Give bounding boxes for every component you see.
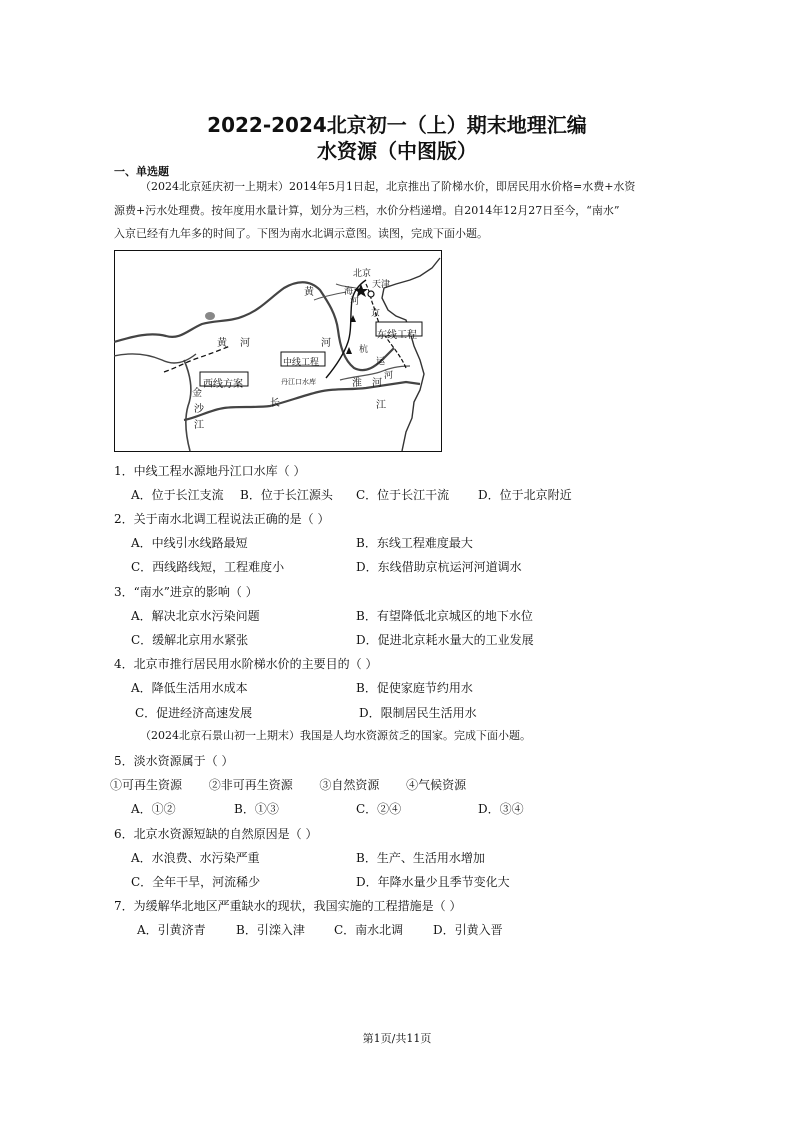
map-label-middle-route: 中线工程 xyxy=(283,358,320,368)
q2-option-b: B．东线工程难度最大 xyxy=(356,536,473,550)
section-heading: 一、单选题 xyxy=(114,165,169,178)
q6-option-c: C．全年干旱，河流稀少 xyxy=(131,875,261,889)
q5-option-d: D．③④ xyxy=(478,802,524,816)
map-label-jiang: 江 xyxy=(376,400,386,411)
question-4-stem: 4．北京市推行居民用水阶梯水价的主要目的（ ） xyxy=(114,657,378,671)
q6-option-d: D．年降水量少且季节变化大 xyxy=(356,875,510,889)
page-title: 2022-2024北京初一（上）期末地理汇编 xyxy=(207,113,587,137)
map-label-he-yellow: 河 xyxy=(240,338,250,349)
q6-option-b: B．生产、生活用水增加 xyxy=(356,851,485,865)
intro-2: （2024北京石景山初一上期末）我国是人均水资源贫乏的国家。完成下面小题。 xyxy=(140,729,531,742)
question-5-stem: 5．淡水资源属于（ ） xyxy=(114,754,234,768)
q1-option-d: D．位于北京附近 xyxy=(478,488,572,502)
map-label-huang-he: 黄 xyxy=(217,338,227,349)
question-2-stem: 2．关于南水北调工程说法正确的是（ ） xyxy=(114,512,330,526)
map-label-he-5: 河 xyxy=(372,378,382,389)
map-label-he-4: 河 xyxy=(384,371,394,381)
q7-option-c: C．南水北调 xyxy=(334,923,404,937)
q3-option-b: B．有望降低北京城区的地下水位 xyxy=(356,609,533,623)
q3-option-a: A．解决北京水污染问题 xyxy=(131,609,260,623)
q5-option-b: B．①③ xyxy=(234,802,279,816)
map-label-huang-1: 黄 xyxy=(304,287,314,298)
question-6-stem: 6．北京水资源短缺的自然原因是（ ） xyxy=(114,827,318,841)
q4-option-b: B．促使家庭节约用水 xyxy=(356,681,473,695)
q4-option-d: D．限制居民生活用水 xyxy=(359,706,477,720)
page-number: 第1页/共11页 xyxy=(362,1032,432,1045)
map-label-he-3: 河 xyxy=(350,297,360,307)
intro-line-1: （2024北京延庆初一上期末）2014年5月1日起，北京推出了阶梯水价，即居民用水价格=水费+水资 xyxy=(140,180,636,193)
q6-option-a: A．水浪费、水污染严重 xyxy=(131,851,260,865)
map-label-sha: 沙 xyxy=(194,404,204,415)
map-label-danjiangkou: 丹江口水库 xyxy=(281,378,316,386)
map-label-jiang-2: 江 xyxy=(194,420,204,431)
q3-option-c: C．缓解北京用水紧张 xyxy=(131,633,249,647)
map-label-he-2: 河 xyxy=(321,338,331,349)
map-label-tianjin: 天津 xyxy=(372,280,391,290)
map-label-jing: 京 xyxy=(371,309,381,319)
q4-option-c: C．促进经济高速发展 xyxy=(135,706,253,720)
question-7-stem: 7．为缓解华北地区严重缺水的现状，我国实施的工程措施是（ ） xyxy=(114,899,462,913)
q1-option-a: A．位于长江支流 xyxy=(131,488,224,502)
q2-option-c: C．西线路线短，工程难度小 xyxy=(131,560,285,574)
intro-line-3: 入京已经有九年多的时间了。下图为南水北调示意图。读图，完成下面小题。 xyxy=(114,227,488,240)
q3-option-d: D．促进北京耗水量大的工业发展 xyxy=(356,633,534,647)
question-1-stem: 1．中线工程水源地丹江口水库（ ） xyxy=(114,464,306,478)
map-label-hang: 杭 xyxy=(359,345,369,355)
q1-option-c: C．位于长江干流 xyxy=(356,488,450,502)
page-subtitle: 水资源（中图版） xyxy=(317,139,477,163)
q7-option-b: B．引滦入津 xyxy=(236,923,305,937)
map-label-chang: 长 xyxy=(270,398,280,409)
map-label-yun: 运 xyxy=(376,357,386,367)
map-label-west-route: 西线方案 xyxy=(203,379,243,390)
q5-option-a: A．①② xyxy=(131,802,176,816)
map-svg xyxy=(114,250,442,452)
intro-line-2: 源费+污水处理费。按年度用水量计算，划分为三档，水价分档递增。自2014年12月27日至今，“南水” xyxy=(114,204,620,217)
question-3-stem: 3．“南水”进京的影响（ ） xyxy=(114,585,258,599)
q7-option-a: A．引黄济青 xyxy=(137,923,206,937)
map-label-jin: 金 xyxy=(192,388,202,399)
q2-option-a: A．中线引水线路最短 xyxy=(131,536,248,550)
q1-option-b: B．位于长江源头 xyxy=(240,488,333,502)
q5-items: ①可再生资源 ②非可再生资源 ③自然资源 ④气候资源 xyxy=(110,778,467,792)
q2-option-d: D．东线借助京杭运河河道调水 xyxy=(356,560,522,574)
map-label-east-route: 东线工程 xyxy=(377,330,417,341)
south-north-water-diversion-map xyxy=(114,250,442,452)
map-label-beijing: 北京 xyxy=(353,269,372,279)
q4-option-a: A．降低生活用水成本 xyxy=(131,681,248,695)
q5-option-c: C．②④ xyxy=(356,802,402,816)
q7-option-d: D．引黄入晋 xyxy=(433,923,503,937)
map-label-huai: 淮 xyxy=(352,378,362,389)
map-label-hai: 海 xyxy=(344,287,354,297)
